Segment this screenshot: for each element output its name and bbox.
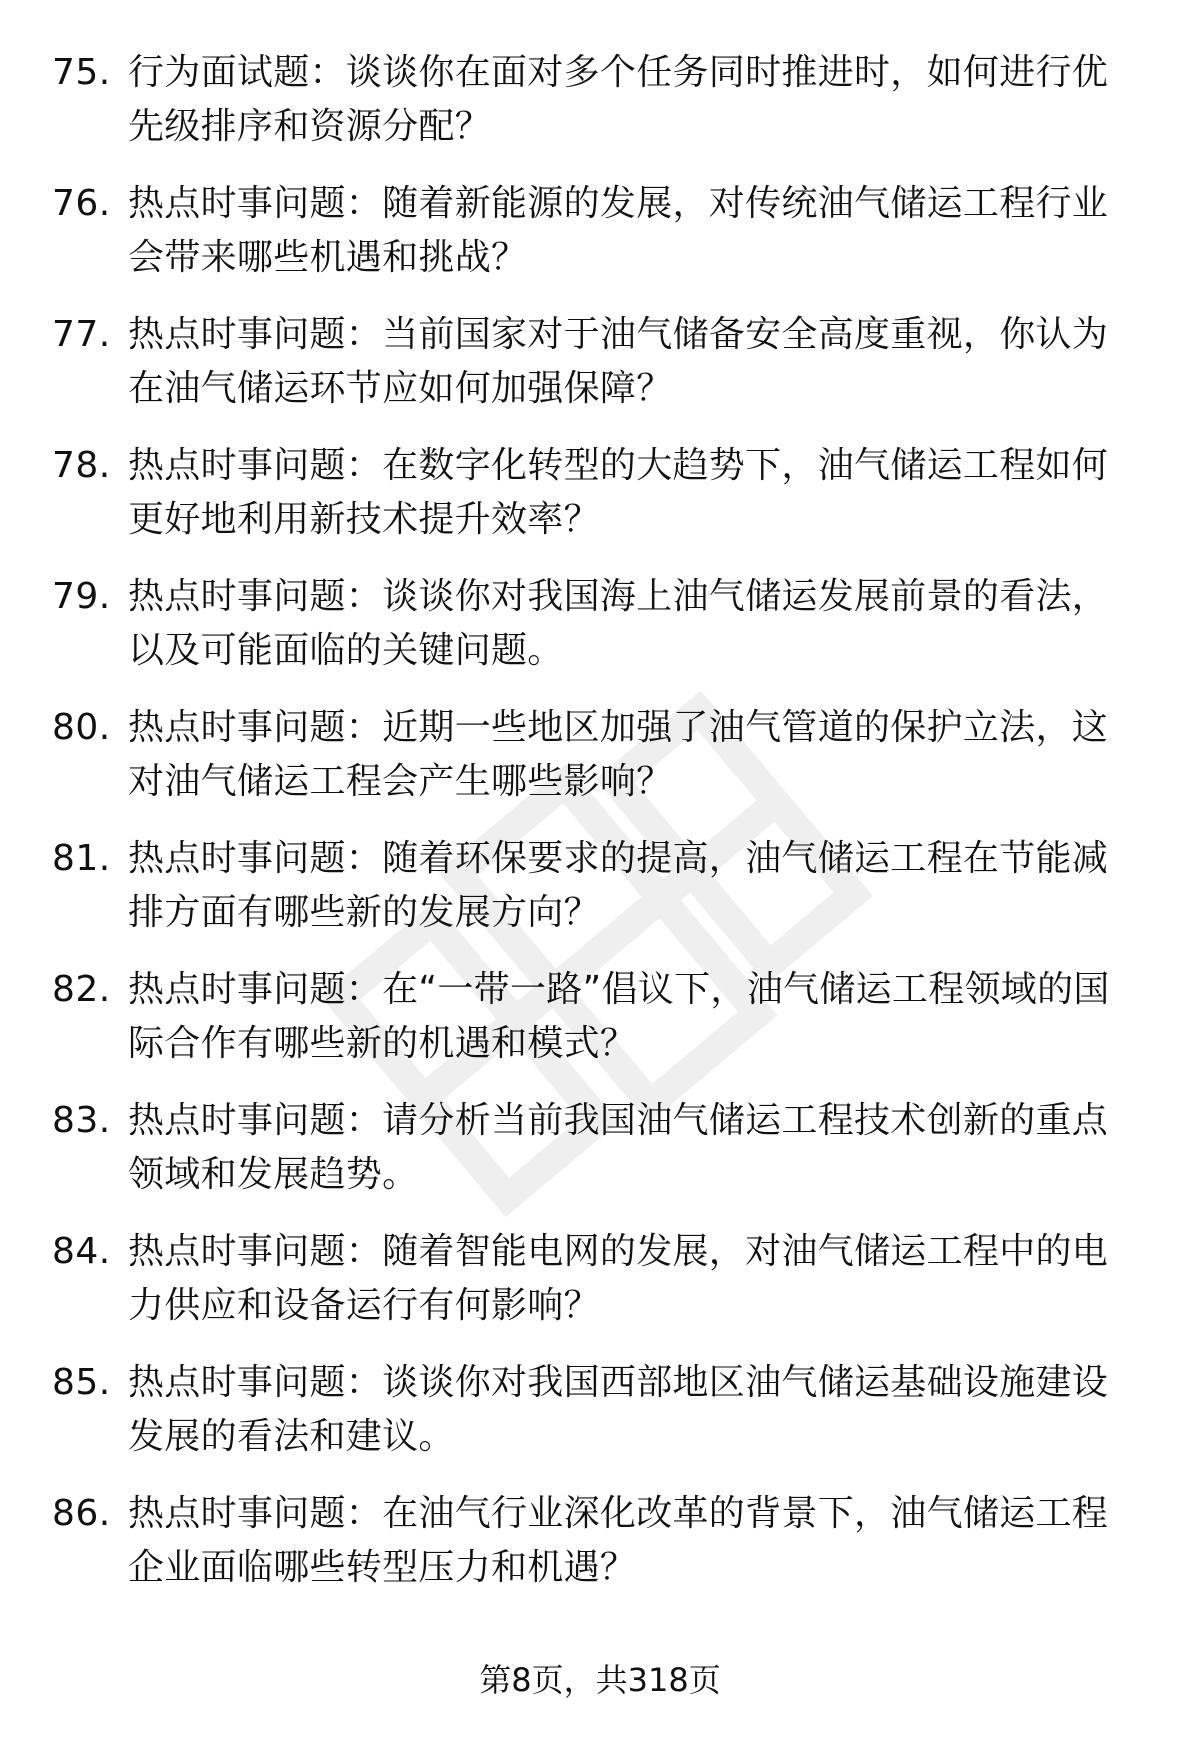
list-item [0,832,1200,963]
item-number: 85. [52,1362,111,1403]
list-item [0,1094,1200,1225]
item-number: 79. [52,576,111,617]
item-text: 热点时事问题：请分析当前我国油气储运工程技术创新的重点领域和发展趋势。 [128,1100,1109,1195]
item-number: 83. [52,1100,111,1141]
item-text: 热点时事问题：在数字化转型的大趋势下，油气储运工程如何更好地利用新技术提升效率？ [128,445,1109,540]
item-number: 86. [52,1493,111,1534]
item-number: 76. [52,183,111,224]
item-text: 热点时事问题：在油气行业深化改革的背景下，油气储运工程企业面临哪些转型压力和机遇？ [128,1493,1109,1588]
item-text: 热点时事问题：在“一带一路”倡议下，油气储运工程领域的国际合作有哪些新的机遇和模式？ [128,969,1110,1064]
item-number: 77. [52,314,111,355]
list-item [0,177,1200,308]
item-number: 80. [52,707,111,748]
item-text: 行为面试题：谈谈你在面对多个任务同时推进时，如何进行优先级排序和资源分配？ [128,52,1109,147]
list-item [0,1356,1200,1487]
item-number: 84. [52,1231,111,1272]
item-text: 热点时事问题：随着环保要求的提高，油气储运工程在节能减排方面有哪些新的发展方向？ [128,838,1109,933]
item-number: 81. [52,838,111,879]
item-text: 热点时事问题：随着新能源的发展，对传统油气储运工程行业会带来哪些机遇和挑战？ [128,183,1109,278]
item-text: 热点时事问题：谈谈你对我国西部地区油气储运基础设施建设发展的看法和建议。 [128,1362,1109,1457]
item-number: 78. [52,445,111,486]
list-item [0,308,1200,439]
list-item [0,570,1200,701]
page-number: 第8页，共318页 [479,1661,721,1699]
list-item [0,701,1200,832]
question-list [0,46,1200,1618]
item-text: 热点时事问题：近期一些地区加强了油气管道的保护立法，这对油气储运工程会产生哪些影响？ [128,707,1109,802]
list-item [0,963,1200,1094]
item-text: 热点时事问题：随着智能电网的发展，对油气储运工程中的电力供应和设备运行有何影响？ [128,1231,1109,1326]
item-text: 热点时事问题：当前国家对于油气储备安全高度重视，你认为在油气储运环节应如何加强保障？ [128,314,1109,409]
list-item [0,439,1200,570]
list-item [0,1487,1200,1618]
item-number: 82. [52,969,111,1010]
item-text: 热点时事问题：谈谈你对我国海上油气储运发展前景的看法，以及可能面临的关键问题。 [128,576,1109,671]
list-item [0,1225,1200,1356]
item-number: 75. [52,52,111,93]
list-item [0,46,1200,177]
